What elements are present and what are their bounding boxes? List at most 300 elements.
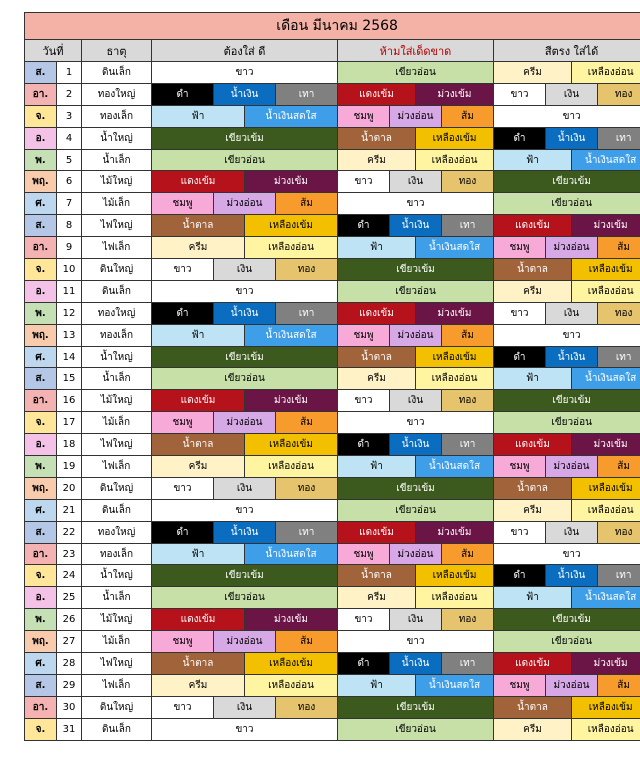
forbidden-color-cell: ส้ม	[442, 105, 494, 127]
ok-color-cell: ส้ม	[598, 674, 640, 696]
weekday-cell: อ.	[25, 587, 57, 609]
must-color-cell: เหลืองอ่อน	[245, 674, 338, 696]
must-color-cell: แดงเข้ม	[152, 609, 245, 631]
ok-color-cell: ดำ	[494, 565, 546, 587]
must-color-cell: เหลืองเข้ม	[245, 434, 338, 456]
ok-color-cell: แดงเข้ม	[494, 434, 572, 456]
date-cell: 6	[57, 171, 82, 193]
must-color-cell: ขาว	[152, 477, 214, 499]
table-row	[25, 696, 640, 718]
forbidden-color-cell: ครีม	[338, 368, 416, 390]
date-cell: 22	[57, 521, 82, 543]
must-color-cell: แดงเข้ม	[152, 390, 245, 412]
ok-color-cell: เหลืองอ่อน	[572, 280, 640, 302]
weekday-cell: พ.	[25, 149, 57, 171]
date-cell: 29	[57, 674, 82, 696]
table-row	[25, 215, 640, 237]
element-cell: ไฟเล็ก	[82, 237, 152, 259]
date-cell: 8	[57, 215, 82, 237]
forbidden-color-cell: เทา	[442, 434, 494, 456]
must-color-cell: ส้ม	[276, 631, 338, 653]
must-color-cell: ทอง	[276, 259, 338, 281]
must-color-cell: ขาว	[152, 280, 338, 302]
header-forbidden: ห้ามใส่เด็ดขาด	[338, 40, 494, 62]
must-color-cell: ดำ	[152, 302, 214, 324]
element-cell: ไฟใหญ่	[82, 434, 152, 456]
ok-color-cell: น้ำเงิน	[546, 346, 598, 368]
must-color-cell: เขียวอ่อน	[152, 149, 338, 171]
date-cell: 16	[57, 390, 82, 412]
weekday-cell: จ.	[25, 105, 57, 127]
table-row	[25, 653, 640, 675]
table-body	[25, 13, 640, 741]
must-color-cell: ม่วงอ่อน	[214, 631, 276, 653]
ok-color-cell: ขาว	[494, 521, 546, 543]
ok-color-cell: เขียวเข้ม	[494, 609, 640, 631]
forbidden-color-cell: เงิน	[390, 609, 442, 631]
element-cell: ไม้ใหญ่	[82, 171, 152, 193]
element-cell: ไฟเล็ก	[82, 456, 152, 478]
ok-color-cell: ฟ้า	[494, 587, 572, 609]
weekday-cell: ส.	[25, 215, 57, 237]
header-element: ธาตุ	[82, 40, 152, 62]
element-cell: ดินใหญ่	[82, 477, 152, 499]
must-color-cell: เทา	[276, 302, 338, 324]
ok-color-cell: ชมพู	[494, 237, 546, 259]
header-row	[25, 40, 640, 62]
ok-color-cell: เทา	[598, 346, 640, 368]
must-color-cell: ขาว	[152, 499, 338, 521]
element-cell: ดินใหญ่	[82, 696, 152, 718]
table-row	[25, 105, 640, 127]
weekday-cell: พ.	[25, 609, 57, 631]
must-color-cell: ขาว	[152, 696, 214, 718]
must-color-cell: น้ำตาล	[152, 434, 245, 456]
ok-color-cell: เหลืองอ่อน	[572, 499, 640, 521]
forbidden-color-cell: ชมพู	[338, 324, 390, 346]
header-must: ต้องใส่ ดี	[152, 40, 338, 62]
ok-color-cell: เหลืองเข้ม	[572, 259, 640, 281]
ok-color-cell: ส้ม	[598, 237, 640, 259]
ok-color-cell: ม่วงอ่อน	[546, 674, 598, 696]
element-cell: ไฟใหญ่	[82, 653, 152, 675]
must-color-cell: เขียวอ่อน	[152, 587, 338, 609]
weekday-cell: พฤ.	[25, 477, 57, 499]
element-cell: ดินเล็ก	[82, 280, 152, 302]
must-color-cell: ฟ้า	[152, 105, 245, 127]
ok-color-cell: ครีม	[494, 718, 572, 740]
date-cell: 3	[57, 105, 82, 127]
must-color-cell: ครีม	[152, 674, 245, 696]
must-color-cell: ทอง	[276, 477, 338, 499]
ok-color-cell: เหลืองเข้ม	[572, 696, 640, 718]
table-row	[25, 521, 640, 543]
must-color-cell: เทา	[276, 521, 338, 543]
table-row	[25, 171, 640, 193]
date-cell: 27	[57, 631, 82, 653]
weekday-cell: จ.	[25, 565, 57, 587]
table-row	[25, 368, 640, 390]
ok-color-cell: แดงเข้ม	[494, 215, 572, 237]
ok-color-cell: ครีม	[494, 499, 572, 521]
weekday-cell: อ.	[25, 127, 57, 149]
must-color-cell: แดงเข้ม	[152, 171, 245, 193]
table-row	[25, 609, 640, 631]
ok-color-cell: ขาว	[494, 83, 546, 105]
ok-color-cell: ฟ้า	[494, 368, 572, 390]
element-cell: ดินเล็ก	[82, 718, 152, 740]
forbidden-color-cell: ม่วงเข้ม	[416, 302, 494, 324]
ok-color-cell: เหลืองเข้ม	[572, 477, 640, 499]
element-cell: น้ำใหญ่	[82, 565, 152, 587]
ok-color-cell: น้ำเงินสดใส	[572, 587, 640, 609]
table-row	[25, 434, 640, 456]
must-color-cell: ม่วงอ่อน	[214, 193, 276, 215]
date-cell: 4	[57, 127, 82, 149]
ok-color-cell: ม่วงอ่อน	[546, 237, 598, 259]
forbidden-color-cell: น้ำตาล	[338, 127, 416, 149]
must-color-cell: ฟ้า	[152, 543, 245, 565]
element-cell: ทองเล็ก	[82, 324, 152, 346]
ok-color-cell: ชมพู	[494, 456, 546, 478]
ok-color-cell: ทอง	[598, 302, 640, 324]
weekday-cell: อา.	[25, 390, 57, 412]
ok-color-cell: ม่วงอ่อน	[546, 456, 598, 478]
date-cell: 15	[57, 368, 82, 390]
element-cell: ทองเล็ก	[82, 105, 152, 127]
ok-color-cell: เงิน	[546, 302, 598, 324]
forbidden-color-cell: น้ำตาล	[338, 565, 416, 587]
date-cell: 18	[57, 434, 82, 456]
weekday-cell: อา.	[25, 696, 57, 718]
must-color-cell: ชมพู	[152, 193, 214, 215]
must-color-cell: ส้ม	[276, 193, 338, 215]
forbidden-color-cell: น้ำเงิน	[390, 215, 442, 237]
must-color-cell: ม่วงเข้ม	[245, 609, 338, 631]
date-cell: 13	[57, 324, 82, 346]
must-color-cell: เงิน	[214, 477, 276, 499]
table-row	[25, 456, 640, 478]
table-row	[25, 193, 640, 215]
element-cell: ทองใหญ่	[82, 83, 152, 105]
ok-color-cell: ครีม	[494, 280, 572, 302]
forbidden-color-cell: ครีม	[338, 149, 416, 171]
weekday-cell: อา.	[25, 237, 57, 259]
forbidden-color-cell: เหลืองอ่อน	[416, 368, 494, 390]
element-cell: ไม้ใหญ่	[82, 390, 152, 412]
element-cell: ไม้เล็ก	[82, 193, 152, 215]
weekday-cell: จ.	[25, 259, 57, 281]
forbidden-color-cell: น้ำเงินสดใส	[416, 456, 494, 478]
ok-color-cell: เขียวอ่อน	[494, 412, 640, 434]
ok-color-cell: น้ำตาล	[494, 259, 572, 281]
element-cell: ดินใหญ่	[82, 259, 152, 281]
date-cell: 26	[57, 609, 82, 631]
must-color-cell: น้ำเงิน	[214, 83, 276, 105]
weekday-cell: พฤ.	[25, 171, 57, 193]
ok-color-cell: น้ำตาล	[494, 477, 572, 499]
forbidden-color-cell: น้ำเงินสดใส	[416, 674, 494, 696]
element-cell: ไม้ใหญ่	[82, 609, 152, 631]
must-color-cell: น้ำตาล	[152, 653, 245, 675]
forbidden-color-cell: ดำ	[338, 215, 390, 237]
table-row	[25, 127, 640, 149]
page-title: เดือน มีนาคม 2568	[25, 13, 640, 40]
ok-color-cell: เงิน	[546, 521, 598, 543]
forbidden-color-cell: เหลืองอ่อน	[416, 149, 494, 171]
forbidden-color-cell: ม่วงเข้ม	[416, 83, 494, 105]
table-row	[25, 631, 640, 653]
date-cell: 20	[57, 477, 82, 499]
weekday-cell: พ.	[25, 456, 57, 478]
ok-color-cell: น้ำเงิน	[546, 565, 598, 587]
date-cell: 9	[57, 237, 82, 259]
forbidden-color-cell: ม่วงอ่อน	[390, 543, 442, 565]
date-cell: 5	[57, 149, 82, 171]
forbidden-color-cell: เหลืองเข้ม	[416, 127, 494, 149]
forbidden-color-cell: เหลืองเข้ม	[416, 346, 494, 368]
ok-color-cell: เทา	[598, 565, 640, 587]
weekday-cell: ส.	[25, 368, 57, 390]
must-color-cell: ขาว	[152, 62, 338, 84]
weekday-cell: อา.	[25, 543, 57, 565]
weekday-cell: จ.	[25, 718, 57, 740]
forbidden-color-cell: ขาว	[338, 609, 390, 631]
must-color-cell: ดำ	[152, 83, 214, 105]
element-cell: น้ำเล็ก	[82, 587, 152, 609]
forbidden-color-cell: ม่วงอ่อน	[390, 105, 442, 127]
forbidden-color-cell: ฟ้า	[338, 674, 416, 696]
forbidden-color-cell: ฟ้า	[338, 237, 416, 259]
must-color-cell: เหลืองอ่อน	[245, 237, 338, 259]
weekday-cell: พ.	[25, 302, 57, 324]
table-row	[25, 587, 640, 609]
must-color-cell: เขียวอ่อน	[152, 368, 338, 390]
must-color-cell: น้ำเงินสดใส	[245, 324, 338, 346]
must-color-cell: น้ำเงินสดใส	[245, 543, 338, 565]
date-cell: 31	[57, 718, 82, 740]
forbidden-color-cell: เงิน	[390, 390, 442, 412]
ok-color-cell: ม่วงเข้ม	[572, 653, 640, 675]
forbidden-color-cell: ขาว	[338, 193, 494, 215]
date-cell: 23	[57, 543, 82, 565]
weekday-cell: ส.	[25, 521, 57, 543]
ok-color-cell: ทอง	[598, 521, 640, 543]
must-color-cell: ครีม	[152, 237, 245, 259]
forbidden-color-cell: ขาว	[338, 412, 494, 434]
ok-color-cell: เขียวเข้ม	[494, 171, 640, 193]
table-row	[25, 412, 640, 434]
weekday-cell: ส.	[25, 674, 57, 696]
must-color-cell: ส้ม	[276, 412, 338, 434]
ok-color-cell: เทา	[598, 127, 640, 149]
must-color-cell: เขียวเข้ม	[152, 346, 338, 368]
element-cell: น้ำใหญ่	[82, 127, 152, 149]
element-cell: ดินเล็ก	[82, 62, 152, 84]
forbidden-color-cell: เทา	[442, 653, 494, 675]
ok-color-cell: ส้ม	[598, 456, 640, 478]
must-color-cell: ขาว	[152, 718, 338, 740]
forbidden-color-cell: ทอง	[442, 171, 494, 193]
must-color-cell: ชมพู	[152, 412, 214, 434]
date-cell: 1	[57, 62, 82, 84]
forbidden-color-cell: เขียวอ่อน	[338, 718, 494, 740]
ok-color-cell: เขียวอ่อน	[494, 193, 640, 215]
element-cell: ดินเล็ก	[82, 499, 152, 521]
must-color-cell: ครีม	[152, 456, 245, 478]
forbidden-color-cell: แดงเข้ม	[338, 521, 416, 543]
date-cell: 28	[57, 653, 82, 675]
forbidden-color-cell: ขาว	[338, 390, 390, 412]
forbidden-color-cell: ครีม	[338, 587, 416, 609]
ok-color-cell: ดำ	[494, 346, 546, 368]
ok-color-cell: น้ำเงินสดใส	[572, 368, 640, 390]
ok-color-cell: ชมพู	[494, 674, 546, 696]
ok-color-cell: น้ำเงินสดใส	[572, 149, 640, 171]
must-color-cell: เงิน	[214, 259, 276, 281]
color-calendar-table	[24, 12, 640, 741]
element-cell: น้ำใหญ่	[82, 346, 152, 368]
ok-color-cell: ฟ้า	[494, 149, 572, 171]
forbidden-color-cell: ส้ม	[442, 543, 494, 565]
must-color-cell: น้ำเงิน	[214, 302, 276, 324]
element-cell: ไม้เล็ก	[82, 412, 152, 434]
forbidden-color-cell: แดงเข้ม	[338, 302, 416, 324]
must-color-cell: เงิน	[214, 696, 276, 718]
table-row	[25, 83, 640, 105]
forbidden-color-cell: เขียวอ่อน	[338, 499, 494, 521]
weekday-cell: อ.	[25, 434, 57, 456]
ok-color-cell: เขียวอ่อน	[494, 631, 640, 653]
forbidden-color-cell: เขียวอ่อน	[338, 62, 494, 84]
forbidden-color-cell: น้ำเงินสดใส	[416, 237, 494, 259]
must-color-cell: ม่วงเข้ม	[245, 171, 338, 193]
must-color-cell: เทา	[276, 83, 338, 105]
table-row	[25, 477, 640, 499]
forbidden-color-cell: ม่วงอ่อน	[390, 324, 442, 346]
ok-color-cell: ขาว	[494, 105, 640, 127]
ok-color-cell: ขาว	[494, 302, 546, 324]
must-color-cell: น้ำเงิน	[214, 521, 276, 543]
date-cell: 14	[57, 346, 82, 368]
weekday-cell: พฤ.	[25, 324, 57, 346]
forbidden-color-cell: ฟ้า	[338, 456, 416, 478]
forbidden-color-cell: ส้ม	[442, 324, 494, 346]
date-cell: 17	[57, 412, 82, 434]
forbidden-color-cell: เขียวเข้ม	[338, 259, 494, 281]
forbidden-color-cell: น้ำตาล	[338, 346, 416, 368]
date-cell: 19	[57, 456, 82, 478]
date-cell: 30	[57, 696, 82, 718]
element-cell: ทองใหญ่	[82, 521, 152, 543]
must-color-cell: ม่วงอ่อน	[214, 412, 276, 434]
date-cell: 2	[57, 83, 82, 105]
element-cell: น้ำเล็ก	[82, 149, 152, 171]
forbidden-color-cell: เขียวเข้ม	[338, 477, 494, 499]
forbidden-color-cell: ดำ	[338, 434, 390, 456]
table-row	[25, 237, 640, 259]
table-row	[25, 565, 640, 587]
forbidden-color-cell: เขียวอ่อน	[338, 280, 494, 302]
forbidden-color-cell: ทอง	[442, 390, 494, 412]
table-row	[25, 499, 640, 521]
must-color-cell: ม่วงเข้ม	[245, 390, 338, 412]
forbidden-color-cell: ชมพู	[338, 105, 390, 127]
table-row	[25, 324, 640, 346]
date-cell: 24	[57, 565, 82, 587]
forbidden-color-cell: เหลืองเข้ม	[416, 565, 494, 587]
element-cell: น้ำเล็ก	[82, 368, 152, 390]
ok-color-cell: เหลืองอ่อน	[572, 718, 640, 740]
table-row	[25, 543, 640, 565]
must-color-cell: ทอง	[276, 696, 338, 718]
ok-color-cell: ม่วงเข้ม	[572, 215, 640, 237]
forbidden-color-cell: ชมพู	[338, 543, 390, 565]
ok-color-cell: เขียวเข้ม	[494, 390, 640, 412]
must-color-cell: น้ำเงินสดใส	[245, 105, 338, 127]
forbidden-color-cell: เงิน	[390, 171, 442, 193]
forbidden-color-cell: เขียวเข้ม	[338, 696, 494, 718]
header-day: วันที่	[25, 40, 82, 62]
forbidden-color-cell: แดงเข้ม	[338, 83, 416, 105]
ok-color-cell: ครีม	[494, 62, 572, 84]
ok-color-cell: ม่วงเข้ม	[572, 434, 640, 456]
table-row	[25, 390, 640, 412]
ok-color-cell: แดงเข้ม	[494, 653, 572, 675]
date-cell: 7	[57, 193, 82, 215]
forbidden-color-cell: น้ำเงิน	[390, 434, 442, 456]
table-row	[25, 62, 640, 84]
table-row	[25, 280, 640, 302]
forbidden-color-cell: น้ำเงิน	[390, 653, 442, 675]
date-cell: 12	[57, 302, 82, 324]
ok-color-cell: น้ำตาล	[494, 696, 572, 718]
ok-color-cell: ดำ	[494, 127, 546, 149]
forbidden-color-cell: ขาว	[338, 631, 494, 653]
weekday-cell: อา.	[25, 83, 57, 105]
must-color-cell: ฟ้า	[152, 324, 245, 346]
must-color-cell: เหลืองเข้ม	[245, 653, 338, 675]
must-color-cell: ขาว	[152, 259, 214, 281]
must-color-cell: เหลืองอ่อน	[245, 456, 338, 478]
must-color-cell: เหลืองเข้ม	[245, 215, 338, 237]
date-cell: 25	[57, 587, 82, 609]
title-row	[25, 13, 640, 40]
date-cell: 10	[57, 259, 82, 281]
table-row	[25, 718, 640, 740]
forbidden-color-cell: ทอง	[442, 609, 494, 631]
ok-color-cell: น้ำเงิน	[546, 127, 598, 149]
element-cell: ทองเล็ก	[82, 543, 152, 565]
forbidden-color-cell: ดำ	[338, 653, 390, 675]
table-row	[25, 346, 640, 368]
ok-color-cell: ทอง	[598, 83, 640, 105]
date-cell: 21	[57, 499, 82, 521]
header-ok: สีตรง ใส่ได้	[494, 40, 640, 62]
forbidden-color-cell: ม่วงเข้ม	[416, 521, 494, 543]
element-cell: ไฟเล็ก	[82, 674, 152, 696]
table-row	[25, 259, 640, 281]
forbidden-color-cell: ขาว	[338, 171, 390, 193]
ok-color-cell: ขาว	[494, 543, 640, 565]
forbidden-color-cell: เทา	[442, 215, 494, 237]
weekday-cell: ส.	[25, 62, 57, 84]
forbidden-color-cell: เหลืองอ่อน	[416, 587, 494, 609]
must-color-cell: ชมพู	[152, 631, 214, 653]
weekday-cell: ศ.	[25, 193, 57, 215]
weekday-cell: อ.	[25, 280, 57, 302]
weekday-cell: จ.	[25, 412, 57, 434]
